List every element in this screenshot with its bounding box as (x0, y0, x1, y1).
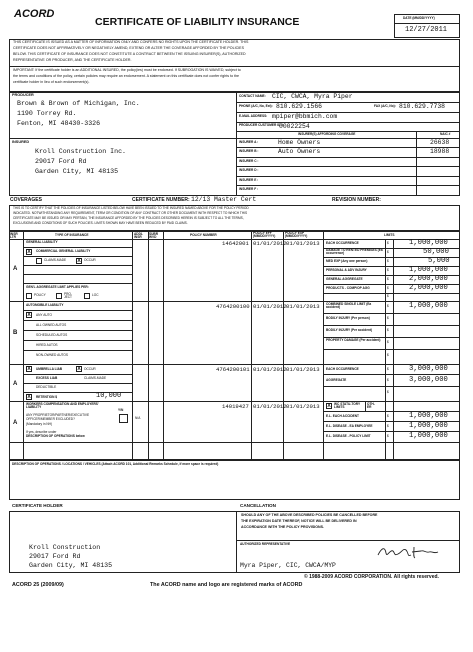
auto-limits: COMBINED SINGLE LIMIT (Ea accident) $ 1,000,000 BODILY INJURY (Per person) $ BODILY INJURY (Per accident) $ PROPERTY DAMAGE (Per accident) $ $ (323, 301, 460, 364)
wc-statutory-label: WC STATU-TORY LIMITS (334, 402, 361, 410)
gl-claims-made-label: CLAIMS-MADE (44, 258, 67, 262)
gl-limit-label-4: GENERAL AGGREGATE (326, 277, 363, 281)
gl-eff: 01/01/2012 (253, 240, 287, 247)
gl-limit-label-0: EACH OCCURRENCE (326, 241, 359, 245)
insured-street: 29017 Ford Rd (35, 158, 87, 165)
gl-limit-label-3: PERSONAL & ADV INJURY (326, 268, 367, 272)
disclaimer-line-2: CERTIFICATE DOES NOT AFFIRMATIVELY OR NEGATIVELY AMEND, EXTEND OR ALTER THE COVERAGE AFFORDED BY THE POLICIES (13, 46, 244, 50)
disclaimer-line-1: THIS CERTIFICATE IS ISSUED AS A MATTER OF INFORMATION ONLY AND CONFERS NO RIGHTS UPON THE CERTIFICATE HOLDER. THIS (13, 40, 249, 44)
wc-title: WORKERS COMPENSATION AND EMPLOYERS' LIABILITY (26, 402, 99, 410)
revision-label: REVISION NUMBER: (332, 197, 381, 203)
gl-cgl-checkbox[interactable]: X (27, 249, 31, 255)
insurer-a-name: Home Owners (278, 139, 321, 146)
umbrella-occur-label: OCCUR (84, 367, 96, 371)
col-ltr: INSR LTR (10, 232, 18, 240)
gl-limit-amount-0: 1,000,000 (409, 239, 448, 247)
wc-eff: 01/01/2012 (253, 403, 287, 410)
gl-limit-amount-1: 50,000 (423, 248, 449, 256)
excess-label: EXCESS LIAB (36, 376, 58, 380)
gl-limit-amount-2: 5,000 (428, 257, 450, 265)
notice-line-1: THIS IS TO CERTIFY THAT THE POLICIES OF INSURANCE LISTED BELOW HAVE BEEN ISSUED TO THE INSURED NAMED ABOVE FOR THE POLICY PERIOD (13, 206, 249, 210)
gl-limit-label-1: DAMAGE TO RENTED PREMISES (Ea occurrence) (326, 248, 383, 256)
auto-limit-label-1: BODILY INJURY (Per person) (326, 316, 370, 320)
insurers-list (236, 138, 460, 196)
wc-mandatory: (Mandatory in NH) (26, 422, 53, 426)
gl-title: GENERAL LIABILITY (26, 240, 58, 244)
wc-describe-2: DESCRIPTION OF OPERATIONS below (26, 434, 85, 438)
cancellation-label: CANCELLATION (240, 503, 276, 508)
umbrella-checkbox[interactable]: X (27, 366, 31, 372)
gl-project-checkbox[interactable] (56, 293, 62, 299)
footer-copyright: © 1988-2009 ACORD CORPORATION. All rights reserved. (304, 574, 439, 580)
wc-na: N/A (135, 416, 141, 420)
gl-occur-checkbox[interactable]: X (77, 258, 81, 264)
phone-label: PHONE (A/C, No, Ext): (239, 104, 273, 108)
gl-limit-label-2: MED EXP (Any one person) (326, 259, 368, 263)
deductible-label: DEDUCTIBLE (36, 385, 57, 389)
auth-rep-label: AUTHORIZED REPRESENTATIVE (240, 542, 291, 546)
umbrella-policy-number: 4764200101 (216, 366, 250, 373)
wc-limit-label-1: E.L. DISEASE - EA EMPLOYEE (326, 424, 373, 428)
wc-describe-1: If yes, describe under (26, 430, 57, 434)
retention-label: RETENTION $ (36, 395, 58, 399)
auto-policy-number: 4764200100 (216, 303, 250, 310)
wc-yn: Y/N (118, 408, 124, 412)
wc-ltr: A (13, 420, 18, 426)
umbrella-ltr: A (13, 381, 18, 387)
gl-policy-label: POLICY (34, 293, 46, 297)
insured-city: Garden City, MI 48135 (35, 168, 119, 175)
insurer-b-label: INSURER B : (239, 149, 259, 153)
disclaimer-line-4: REPRESENTATIVE OR PRODUCER, AND THE CERTIFICATE HOLDER. (13, 58, 132, 62)
wc-statutory-checkbox[interactable]: X (327, 403, 331, 409)
wc-limit-label-0: E.L. EACH ACCIDENT (326, 414, 359, 418)
important-line-2: the terms and conditions of the policy, certain policies may require an endorsement. A statement on this certificate does not confer rights to the (13, 74, 240, 78)
umbrella-exp: 01/01/2013 (286, 366, 320, 373)
notice-line-2: INDICATED. NOTWITHSTANDING ANY REQUIREMENT, TERM OR CONDITION OF ANY CONTRACT OR OTHER DOCUMENT WITH RESPECT TO WHICH THIS (13, 211, 248, 215)
insured-name: Kroll Construction Inc. (35, 148, 127, 155)
gl-claims-made-checkbox[interactable] (36, 258, 42, 264)
auto-limit-label-2: BODILY INJURY (Per accident) (326, 328, 373, 332)
wc-limit-amount-2: 1,000,000 (409, 432, 448, 440)
umbrella-limit-amount-0: 3,000,000 (409, 365, 448, 373)
phone-value: 810.629.1566 (276, 103, 323, 110)
wc-other-label: OTH-ER (367, 402, 375, 410)
cancellation-line-2: THE EXPIRATION DATE THEREOF, NOTICE WILL BE DELIVERED IN (241, 519, 357, 523)
auto-title: AUTOMOBILE LIABILITY (26, 303, 64, 307)
producer-city: Fenton, MI 48430-3326 (17, 120, 101, 127)
auto-exp: 01/01/2013 (286, 303, 320, 310)
gl-project-label: PRO-JECT (64, 292, 72, 300)
umbrella-eff: 01/01/2012 (253, 366, 287, 373)
col-type: TYPE OF INSURANCE (55, 233, 89, 237)
email-value: mpiper@bbmich.com (272, 113, 338, 120)
gl-cgl-label: COMMERCIAL GENERAL LIABILITY (36, 249, 91, 253)
col-addl: ADDL INSR (134, 232, 143, 240)
gl-exp: 01/01/2013 (286, 240, 320, 247)
auto-any-checkbox[interactable]: X (27, 312, 31, 318)
cancellation-line-1: SHOULD ANY OF THE ABOVE DESCRIBED POLICIES BE CANCELLED BEFORE (241, 513, 378, 517)
auto-limit-amount-0: 1,000,000 (409, 302, 448, 310)
umbrella-limit-label-0: EACH OCCURRENCE (326, 367, 359, 371)
auth-rep-name: Myra Piper, CIC, CWCA/MYP (240, 562, 336, 569)
auto-limit-label-0: COMBINED SINGLE LIMIT (Ea accident) (326, 302, 372, 310)
auto-limit-label-3: PROPERTY DAMAGE (Per accident) (326, 338, 381, 342)
date-value: 12/27/2011 (405, 26, 448, 34)
producer-label: PRODUCER (12, 93, 34, 97)
cert-number-value: 12/13 Master Cert (191, 196, 257, 203)
cancellation-line-3: ACCORDANCE WITH THE POLICY PROVISIONS. (241, 525, 324, 529)
wc-exp: 01/01/2013 (286, 403, 320, 410)
holder-label: CERTIFICATE HOLDER (12, 503, 63, 508)
col-exp: POLICY EXP (MM/DD/YYYY) (285, 231, 308, 239)
gl-policy-checkbox[interactable] (26, 293, 32, 299)
auto-option-owned: ALL OWNED AUTOS (36, 323, 67, 327)
gl-limit-amount-5: 2,000,000 (409, 284, 448, 292)
umbrella-limit-label-1: AGGREGATE (326, 378, 347, 382)
auto-option-nonowned: NON-OWNED AUTOS (36, 353, 68, 357)
disclaimer-line-3: BELOW. THIS CERTIFICATE OF INSURANCE DOES NOT CONSTITUTE A CONTRACT BETWEEN THE ISSUING INSURER(S), AUTHORIZED (13, 52, 246, 56)
insurer-a-naic: 26638 (430, 139, 450, 146)
insured-label: INSURED (12, 140, 30, 144)
important-line-3: certificate holder in lieu of such endorsement(s). (13, 80, 90, 84)
insurer-e-label: INSURER E : (239, 178, 259, 182)
gl-limit-label-5: PRODUCTS - COMP/OP AGG (326, 286, 370, 290)
footer-form: ACORD 25 (2009/09) (12, 582, 64, 588)
umbrella-claims-label: CLAIMS-MADE (84, 376, 107, 380)
gl-limits: EACH OCCURRENCE $ 1,000,000 DAMAGE TO RENTED PREMISES (Ea occurrence) $ 50,000 MED EXP (Any one person) $ 5,000 PERSONAL & ADV INJURY $ 1,000,000 GENERAL AGGREGATE $ 2,000,000 PRODUCTS - COMP/OP AGG $ 2,000,000 $ (323, 239, 460, 301)
umbrella-occur-checkbox[interactable]: X (77, 366, 81, 372)
gl-policy-number: 14642001 (222, 240, 249, 247)
producer-id-value: 00022254 (279, 123, 310, 130)
auto-option-scheduled: SCHEDULED AUTOS (36, 333, 68, 337)
gl-loc-label: LOC (92, 293, 99, 297)
wc-prop-2: OFFICER/MEMBER EXCLUDED? (26, 417, 75, 421)
important-line-1: IMPORTANT: If the certificate holder is an ADDITIONAL INSURED, the policy(ies) must be endorsed. If SUBROGATION IS WAIVED, subject to (13, 68, 241, 72)
insurer-c-label: INSURER C : (239, 159, 259, 163)
wc-limit-amount-0: 1,000,000 (409, 412, 448, 420)
insurer-b-name: Auto Owners (278, 148, 321, 155)
email-label: E-MAIL ADDRESS: (239, 114, 268, 118)
naic-header: NAIC # (440, 132, 451, 136)
wc-limit-label-2: E.L. DISEASE - POLICY LIMIT (326, 434, 371, 438)
umbrella-label: UMBRELLA LIAB (36, 367, 63, 371)
insurer-f-label: INSURER F : (239, 187, 259, 191)
acord-logo: ACORD (14, 8, 55, 20)
coverages-label: COVERAGES (10, 197, 42, 203)
col-eff: POLICY EFF (MM/DD/YYYY) (253, 231, 276, 239)
form-title: CERTIFICATE OF LIABILITY INSURANCE (95, 16, 300, 28)
notice-line-3: CERTIFICATE MAY BE ISSUED OR MAY PERTAIN, THE INSURANCE AFFORDED BY THE POLICIES DESCRIBED HEREIN IS SUBJECT TO ALL THE TERMS, (13, 216, 244, 220)
producer-name: Brown & Brown of Michigan, Inc. (17, 100, 140, 107)
producer-id-label: PRODUCER CUSTOMER ID #: (239, 123, 285, 127)
umbrella-limits: EACH OCCURRENCE $ 3,000,000 AGGREGATE $ 3,000,000 $ (323, 364, 460, 401)
wc-prop-1: ANY PROPRIETOR/PARTNER/EXECUTIVE (26, 413, 90, 417)
contact-value: CIC, CWCA, Myra Piper (272, 93, 353, 100)
producer-street: 1190 Torrey Rd. (17, 110, 77, 117)
fax-value: 810.629.7738 (399, 103, 446, 110)
holder-name: Kroll Construction (29, 544, 101, 551)
notice-line-4: EXCLUSIONS AND CONDITIONS OF SUCH POLICIES. LIMITS SHOWN MAY HAVE BEEN REDUCED BY PAID CLAIMS. (13, 221, 188, 225)
gl-limit-amount-3: 1,000,000 (409, 266, 448, 274)
gl-loc-checkbox[interactable] (84, 293, 90, 299)
wc-policy-number: 14019427 (222, 403, 249, 410)
auto-option-hired: HIRED AUTOS (36, 343, 58, 347)
insurer-a-label: INSURER A : (239, 140, 259, 144)
insurer-d-label: INSURER D : (239, 168, 259, 172)
holder-city: Garden City, MI 48135 (29, 562, 113, 569)
date-label: DATE (MM/DD/YYYY) (403, 16, 435, 20)
insurer-b-naic: 18988 (430, 148, 450, 155)
holder-street: 29017 Ford Rd (29, 553, 81, 560)
col-policy: POLICY NUMBER (190, 233, 217, 237)
col-limits: LIMITS (384, 233, 395, 237)
fax-label: FAX (A/C, No): (374, 104, 396, 108)
wc-yn-box[interactable] (119, 414, 128, 423)
auto-option-any: ANY AUTO (36, 313, 53, 317)
cert-number-label: CERTIFICATE NUMBER: (132, 197, 190, 203)
gl-ltr: A (13, 266, 18, 272)
auto-ltr: B (13, 330, 18, 336)
col-subr: SUBR WVD (149, 232, 159, 240)
insurers-header: INSURER(S) AFFORDING COVERAGE (298, 132, 356, 136)
wc-limit-amount-1: 1,000,000 (409, 422, 448, 430)
gl-aggregate-label: GEN'L AGGREGATE LIMIT APPLIES PER: (26, 285, 89, 289)
gl-occur-label: OCCUR (84, 258, 96, 262)
contact-label: CONTACT NAME: (239, 94, 266, 98)
umbrella-limit-amount-1: 3,000,000 (409, 376, 448, 384)
retention-checkbox[interactable]: X (27, 394, 31, 400)
retention-value: 10,000 (96, 392, 122, 400)
gl-limit-amount-4: 2,000,000 (409, 275, 448, 283)
auto-eff: 01/01/2012 (253, 303, 287, 310)
description-label: DESCRIPTION OF OPERATIONS / LOCATIONS / VEHICLES (Attach ACORD 101, Additional Remarks Schedule, if more space is required) (12, 462, 219, 466)
footer-trademark: The ACORD name and logo are registered marks of ACORD (150, 582, 303, 588)
signature-image (376, 543, 442, 561)
wc-limits: X WC STATU-TORY LIMITS OTH-ER E.L. EACH ACCIDENT $ 1,000,000 E.L. DISEASE - EA EMPLOYEE $ 1,000,000 E.L. DISEASE - POLICY LIMIT $ 1,000,000 (323, 401, 460, 442)
